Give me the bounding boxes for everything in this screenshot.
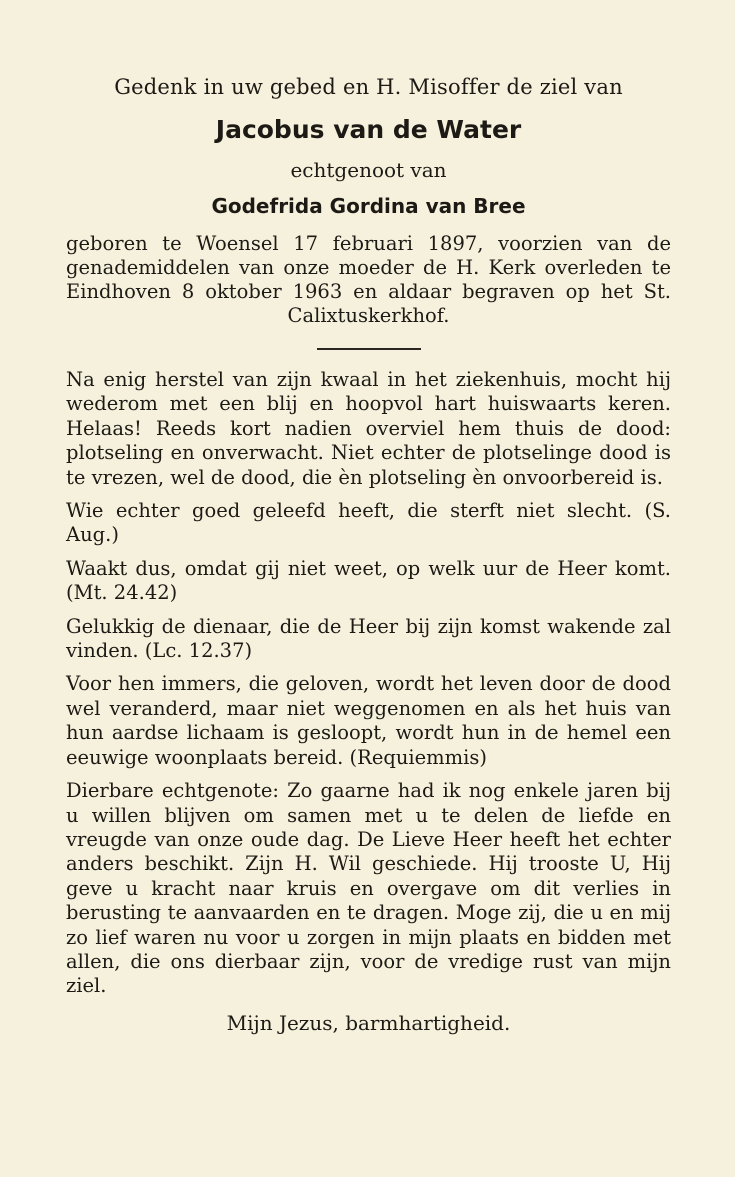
deceased-name: Jacobus van de Water — [215, 115, 522, 144]
paragraph-luke-quote: Gelukkig de dienaar, die de Heer bij zijn komst wakende zal vinden. (Lc. 12.37) — [66, 614, 671, 663]
closing-prayer: Mijn Jezus, barmhartigheid. — [226, 1010, 511, 1035]
paragraph-matthew-quote: Waakt dus, omdat gij niet weet, op welk uur de Heer komt. (Mt. 24.42) — [66, 556, 671, 605]
spouse-label: echtgenoot van — [290, 158, 447, 182]
spouse-name: Godefrida Gordina van Bree — [211, 194, 526, 218]
paragraph-requiem-quote: Voor hen immers, die geloven, wordt het leven door de dood wel veranderd, maar niet weggenomen en als het huis van hun aardse lichaam is gesloopt, wordt hun in de hemel een eeuwige woonplaats bereid. (Requiemmis) — [66, 672, 671, 769]
paragraph-augustine-quote: Wie echter goed geleefd heeft, die sterft niet slecht. (S. Aug.) — [66, 499, 671, 547]
paragraph-farewell: Dierbare echtgenote: Zo gaarne had ik nog enkele jaren bij u willen blijven om samen met u te delen de liefde en vreugde van onze oude dag. De Lieve Heer heeft het echter anders beschikt. Zijn H. Wil geschiede. Hij trooste U, Hij geve u kracht naar kruis en overgave om dit verlies in berusting te aanvaarden en te dragen. Moge zij, die u en mij zo lief waren nu voor u zorgen in mijn plaats en bidden met allen, die ons dierbaar zijn, voor de vredige rust van mijn ziel. — [66, 779, 671, 998]
paragraph-recovery: Na enig herstel van zijn kwaal in het ziekenhuis, mocht hij wederom met een blij en hoopvol hart huiswaarts keren. Helaas! Reeds kort nadien overviel hem thuis de dood: plotseling en onverwacht. Niet echter de plotselinge dood is te vrezen, wel de dood, die èn plotseling èn onvoorbereid is. — [66, 368, 671, 489]
intro-line: Gedenk in uw gebed en H. Misoffer de ziel van — [114, 75, 623, 99]
biography: geboren te Woensel 17 februari 1897, voorzien van de genademiddelen van onze moeder de H. Kerk overleden te Eindhoven 8 oktober 1963 en aldaar begraven op het St. Calixtuskerkhof. — [66, 232, 671, 327]
divider — [317, 348, 421, 350]
